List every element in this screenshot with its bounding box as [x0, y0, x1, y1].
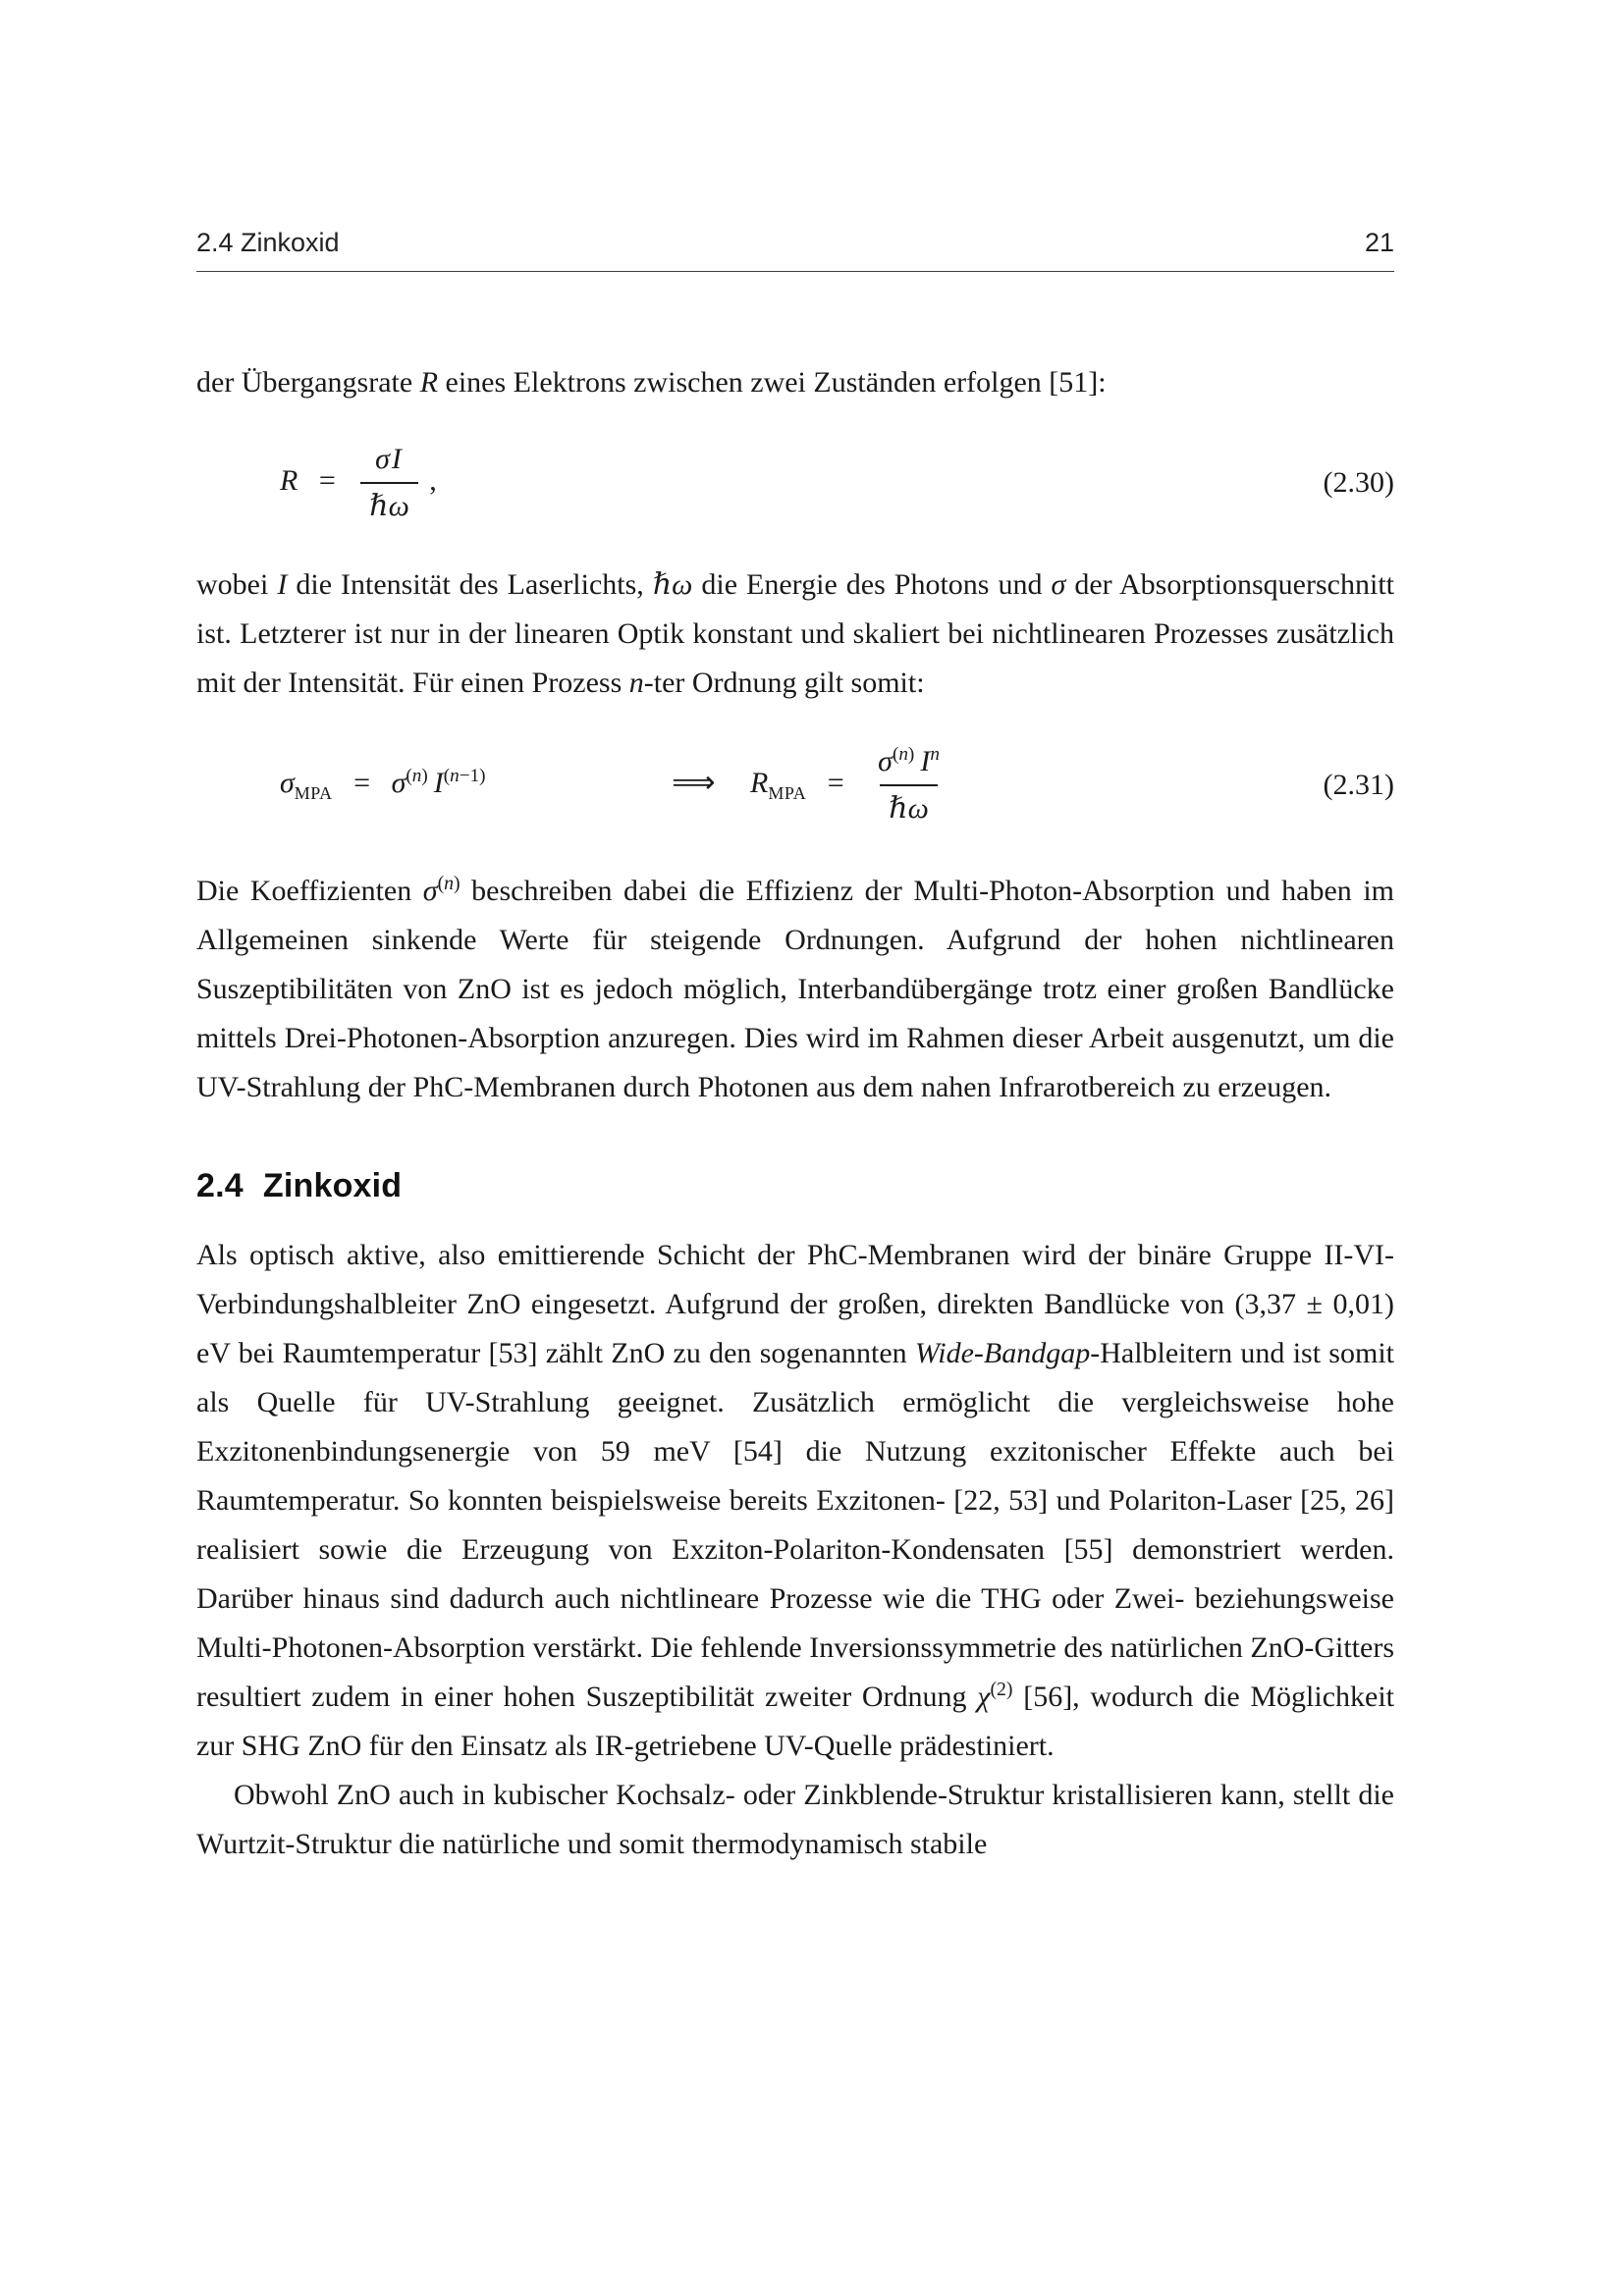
math-var-I: I [920, 745, 931, 777]
display-equation-2-31 [196, 739, 1394, 831]
display-equation-2-30 [196, 437, 1394, 529]
running-header [196, 228, 1394, 258]
math-sub-mpa: MPA [768, 782, 807, 803]
math-sup-n-minus-1: (n−1) [443, 765, 486, 786]
fraction-numerator: σI [375, 443, 404, 475]
math-sup-n: (n) [892, 744, 915, 765]
math-var-sigma: σ [280, 766, 295, 799]
paragraph-mpa-coefficients: Die Koeffizienten $\sigma^{(n)}$ beschreiben dabei die Effizienz der Multi-Photon-Absorption und haben im Allgemeinen sinkende Werte für steigende Ordnungen. Aufgrund der hohen nichtlinearen Suszeptibilitäten von ZnO ist es jedoch möglich, Interbandübergänge trotz einer großen Bandlücke mittels Drei-Photonen-Absorption anzuregen. Dies wird im Rahmen dieser Arbeit ausgenutzt, um die UV-Strahlung der PhC-Membranen durch Photonen aus dem nahen Infrarotbereich zu erzeugen. [196, 873, 1395, 1103]
section-heading [196, 1167, 1394, 1205]
math-var-R: R [280, 463, 298, 497]
text-block [196, 228, 1394, 1869]
math-equals: = [353, 766, 371, 799]
math-sup-n: n [930, 744, 940, 765]
section-title: Zinkoxid [262, 1167, 403, 1204]
equation-number-2-31: (2.31) [1323, 769, 1394, 801]
header-section-label: 2.4 Zinkoxid [196, 228, 340, 257]
equation-number-2-30: (2.30) [1323, 466, 1394, 499]
section-number: 2.4 [196, 1167, 244, 1204]
fraction-denominator: ℏω [880, 784, 938, 831]
fraction-denominator: ℏω [360, 482, 418, 529]
paragraph-crystal-structure: Obwohl ZnO auch in kubischer Kochsalz- oder Zinkblende-Struktur kristallisieren kann, stellt die Wurtzit-Struktur die natürliche und somit thermodynamisch stabile [196, 1779, 1394, 1860]
fraction-numerator [869, 739, 948, 784]
equation-body [280, 739, 952, 831]
math-comma: , [429, 463, 437, 497]
equation-body [280, 437, 437, 529]
page-number: 21 [1364, 228, 1394, 257]
math-equals: = [318, 463, 336, 497]
implies-arrow-icon: ⟹ [672, 764, 716, 800]
math-equals: = [827, 766, 844, 799]
paragraph-absorption-cross-section: wobei I die Intensität des Laserlichts, ℏω die Energie des Photons und σ der Absorptionsquerschnitt ist. Letzterer ist nur in der linearen Optik konstant und skaliert bei nichtlinearen Prozesses zusätzlich mit der Intensität. Für einen Prozess n-ter Ordnung gilt somit: [196, 568, 1394, 699]
math-var-sigma-n: σ [391, 766, 406, 799]
header-rule [196, 271, 1394, 272]
math-fraction [360, 437, 418, 529]
paragraph-continuation: der Übergangsrate R eines Elektrons zwischen zwei Zuständen erfolgen [51]: [196, 366, 1107, 399]
math-var-I: I [433, 766, 444, 799]
paragraph-zno-properties: Als optisch aktive, also emittierende Schicht der PhC-Membranen wird der binäre Gruppe II-VI-Verbindungshalbleiter ZnO eingesetzt. Aufgrund der großen, direkten Bandlücke von (3,37 ± 0,01) eV bei Raumtemperatur [53] zählt ZnO zu den sogenannten Wide-Bandgap-Halbleitern und ist somit als Quelle für UV-Strahlung geeignet. Zusätzlich ermöglicht die vergleichsweise hohe Exzitonenbindungsenergie von 59 meV [54] die Nutzung exzitonischer Effekte auch bei Raumtemperatur. So konnten beispielsweise bereits Exzitonen- [22, 53] und Polariton-Laser [25, 26] realisiert sowie die Erzeugung von Exziton-Polariton-Kondensaten [55] demonstriert werden. Darüber hinaus sind dadurch auch nichtlineare Prozesse wie die THG oder Zwei- beziehungsweise Multi-Photonen-Absorption verstärkt. Die fehlende Inversionssymmetrie des natürlichen ZnO-Gitters resultiert zudem in einer hohen Suszeptibilität zweiter Ordnung $\chi^{(2)}$ [56], wodurch die Möglichkeit zur SHG ZnO für den Einsatz als IR-getriebene UV-Quelle prädestiniert. [196, 1239, 1394, 1762]
math-sub-mpa: MPA [294, 782, 333, 803]
math-fraction [869, 739, 948, 831]
math-var-R-mpa: R [750, 766, 769, 799]
math-sup-n: (n) [406, 765, 428, 786]
math-var-sigma-n: σ [878, 745, 893, 777]
